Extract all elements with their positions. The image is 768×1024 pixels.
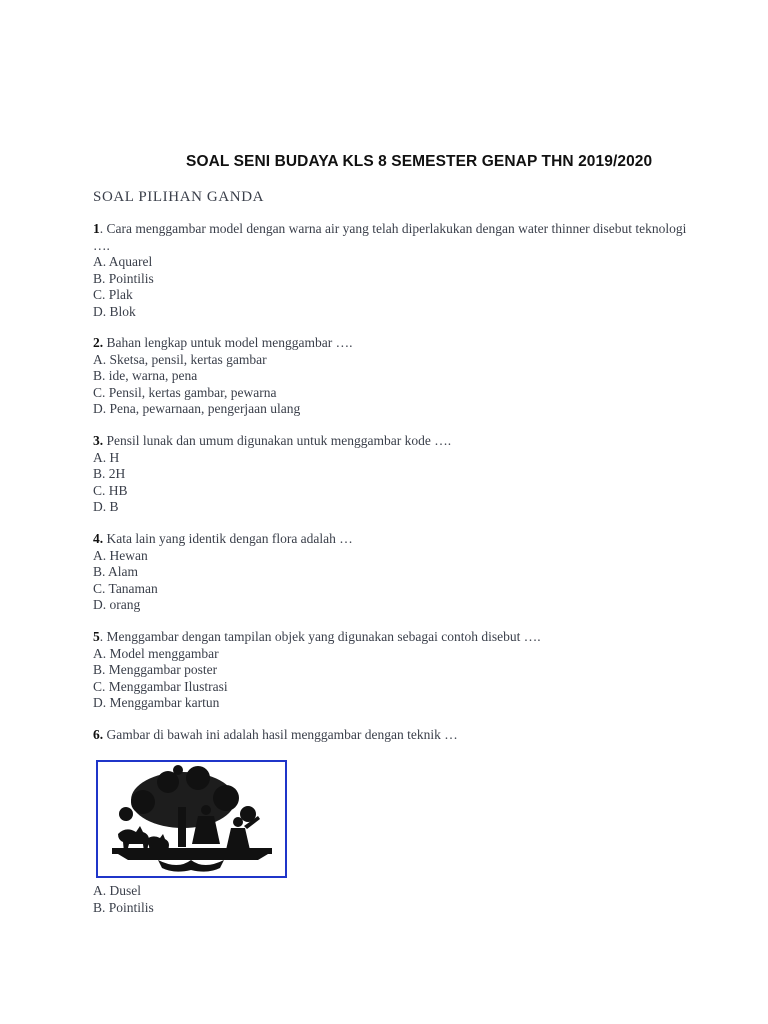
question-1 [93,221,693,321]
option-a: A. Sketsa, pensil, kertas gambar [93,351,267,367]
option-d: D. Menggambar kartun [93,695,220,711]
option-c: C. Tanaman [93,580,158,596]
page-title: SOAL SENI BUDAYA KLS 8 SEMESTER GENAP THN 2019/2020 [186,153,653,170]
question-number: 5 [93,629,100,644]
question-6 [93,727,693,744]
option-a: A. Aquarel [93,254,153,270]
question-6-options [93,883,154,916]
question-text: Gambar di bawah ini adalah hasil menggambar dengan teknik … [103,727,458,742]
option-c: C. Menggambar Ilustrasi [93,678,228,694]
option-c: C. Plak [93,287,133,303]
option-b: B. ide, warna, pena [93,368,198,384]
option-a: A. Hewan [93,547,148,563]
option-b: B. Alam [93,564,139,580]
option-d: D. Blok [93,303,136,319]
silhouette-picture [96,760,287,878]
option-a: A. H [93,449,120,465]
silhouette-artwork [98,762,285,876]
option-a: A. Model menggambar [93,645,219,661]
question-text: . Menggambar dengan tampilan objek yang digunakan sebagai contoh disebut …. [99,629,541,644]
option-c: C. Pensil, kertas gambar, pewarna [93,384,277,400]
option-d: D. B [93,499,119,515]
question-number: 4. [93,531,104,546]
option-a: A. Dusel [93,883,141,898]
option-d: D. Pena, pewarnaan, pengerjaan ulang [93,401,301,417]
question-4 [93,531,693,614]
question-2 [93,335,693,418]
option-b: B. Pointilis [93,899,154,915]
question-text: . Cara menggambar model dengan warna air yang telah diperlakukan dengan water thinner disebut teknologi …. [93,221,687,253]
option-b: B. 2H [93,466,126,482]
question-number: 3. [93,433,104,448]
question-text: Pensil lunak dan umum digunakan untuk menggambar kode …. [103,433,452,448]
question-number: 2. [93,335,104,350]
option-d: D. orang [93,597,141,613]
option-b: B. Menggambar poster [93,662,218,678]
option-b: B. Pointilis [93,270,154,286]
question-text: Bahan lengkap untuk model menggambar …. [103,335,353,350]
question-text: Kata lain yang identik dengan flora adalah … [103,531,353,546]
question-number: 6. [93,727,104,742]
section-heading: SOAL PILIHAN GANDA [93,189,265,205]
question-3 [93,433,693,516]
option-c: C. HB [93,482,128,498]
question-5 [93,629,693,712]
question-number: 1 [93,221,100,236]
